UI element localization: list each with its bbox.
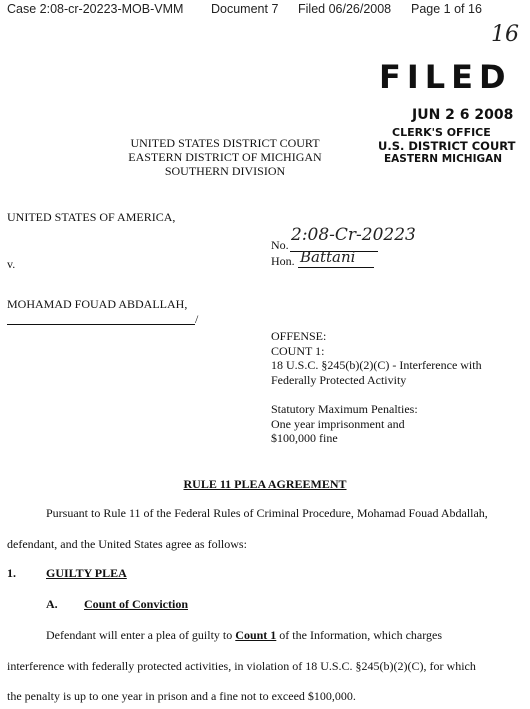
case-no-handwritten: 2:08-Cr-20223 bbox=[291, 225, 416, 245]
case-no-label: No. bbox=[271, 238, 289, 252]
intro-line-1: Pursuant to Rule 11 of the Federal Rules of Criminal Procedure, Mohamad Fouad Abdallah, bbox=[46, 506, 488, 520]
section-1-number: 1. bbox=[7, 566, 16, 580]
court-district: EASTERN DISTRICT OF MICHIGAN bbox=[128, 150, 322, 164]
paragraph-line-3: the penalty is up to one year in prison and a fine not to exceed $100,000. bbox=[7, 689, 356, 703]
agreement-title: RULE 11 PLEA AGREEMENT bbox=[183, 477, 347, 491]
stamp-clerk-office: CLERK'S OFFICE bbox=[392, 126, 491, 139]
stamp-district-court: U.S. DISTRICT COURT bbox=[378, 139, 516, 153]
section-a-letter: A. bbox=[46, 597, 58, 611]
case-number: Case 2:08-cr-20223-MOB-VMM bbox=[7, 2, 184, 16]
stamp-eastern-michigan: EASTERN MICHIGAN bbox=[384, 153, 503, 165]
section-1-title: GUILTY PLEA bbox=[46, 566, 127, 580]
handwritten-page-number: 16 bbox=[491, 22, 519, 47]
caption-line bbox=[7, 324, 195, 325]
plaintiff-name: UNITED STATES OF AMERICA, bbox=[7, 210, 176, 224]
judge-label: Hon. bbox=[271, 254, 295, 268]
offense-statute: 18 U.S.C. §245(b)(2)(C) - Interference with bbox=[271, 358, 482, 372]
judge-line bbox=[298, 267, 374, 268]
filed-date: Filed 06/26/2008 bbox=[298, 2, 392, 16]
paragraph-line-1-end: of the Information, which charges bbox=[276, 628, 443, 642]
versus: v. bbox=[7, 257, 16, 271]
offense-statute-2: Federally Protected Activity bbox=[271, 373, 407, 387]
paragraph-line-1-start: Defendant will enter a plea of guilty to bbox=[46, 628, 236, 642]
filed-stamp: FILED bbox=[379, 58, 512, 96]
paragraph-line-2: interference with federally protected activities, in violation of 18 U.S.C. §245(b)(2)(C), for which bbox=[7, 659, 476, 673]
intro-line-2: defendant, and the United States agree as follows: bbox=[7, 537, 247, 551]
judge-handwritten: Battani bbox=[300, 248, 356, 266]
court-name: UNITED STATES DISTRICT COURT bbox=[130, 136, 320, 150]
penalties-label: Statutory Maximum Penalties: bbox=[271, 402, 418, 416]
paragraph-line-1 bbox=[46, 628, 442, 643]
caption-slash: / bbox=[195, 312, 199, 326]
stamp-date: JUN 2 6 2008 bbox=[412, 107, 514, 123]
penalty-fine: $100,000 fine bbox=[271, 431, 338, 445]
section-a-title: Count of Conviction bbox=[84, 597, 189, 611]
page-count: Page 1 of 16 bbox=[411, 2, 482, 16]
offense-count: COUNT 1: bbox=[271, 344, 325, 358]
count-1-reference: Count 1 bbox=[235, 628, 277, 642]
offense-label: OFFENSE: bbox=[271, 329, 327, 343]
document-number: Document 7 bbox=[211, 2, 279, 16]
court-division: SOUTHERN DIVISION bbox=[164, 164, 286, 178]
penalty-imprisonment: One year imprisonment and bbox=[271, 417, 405, 431]
defendant-name: MOHAMAD FOUAD ABDALLAH, bbox=[7, 297, 188, 311]
